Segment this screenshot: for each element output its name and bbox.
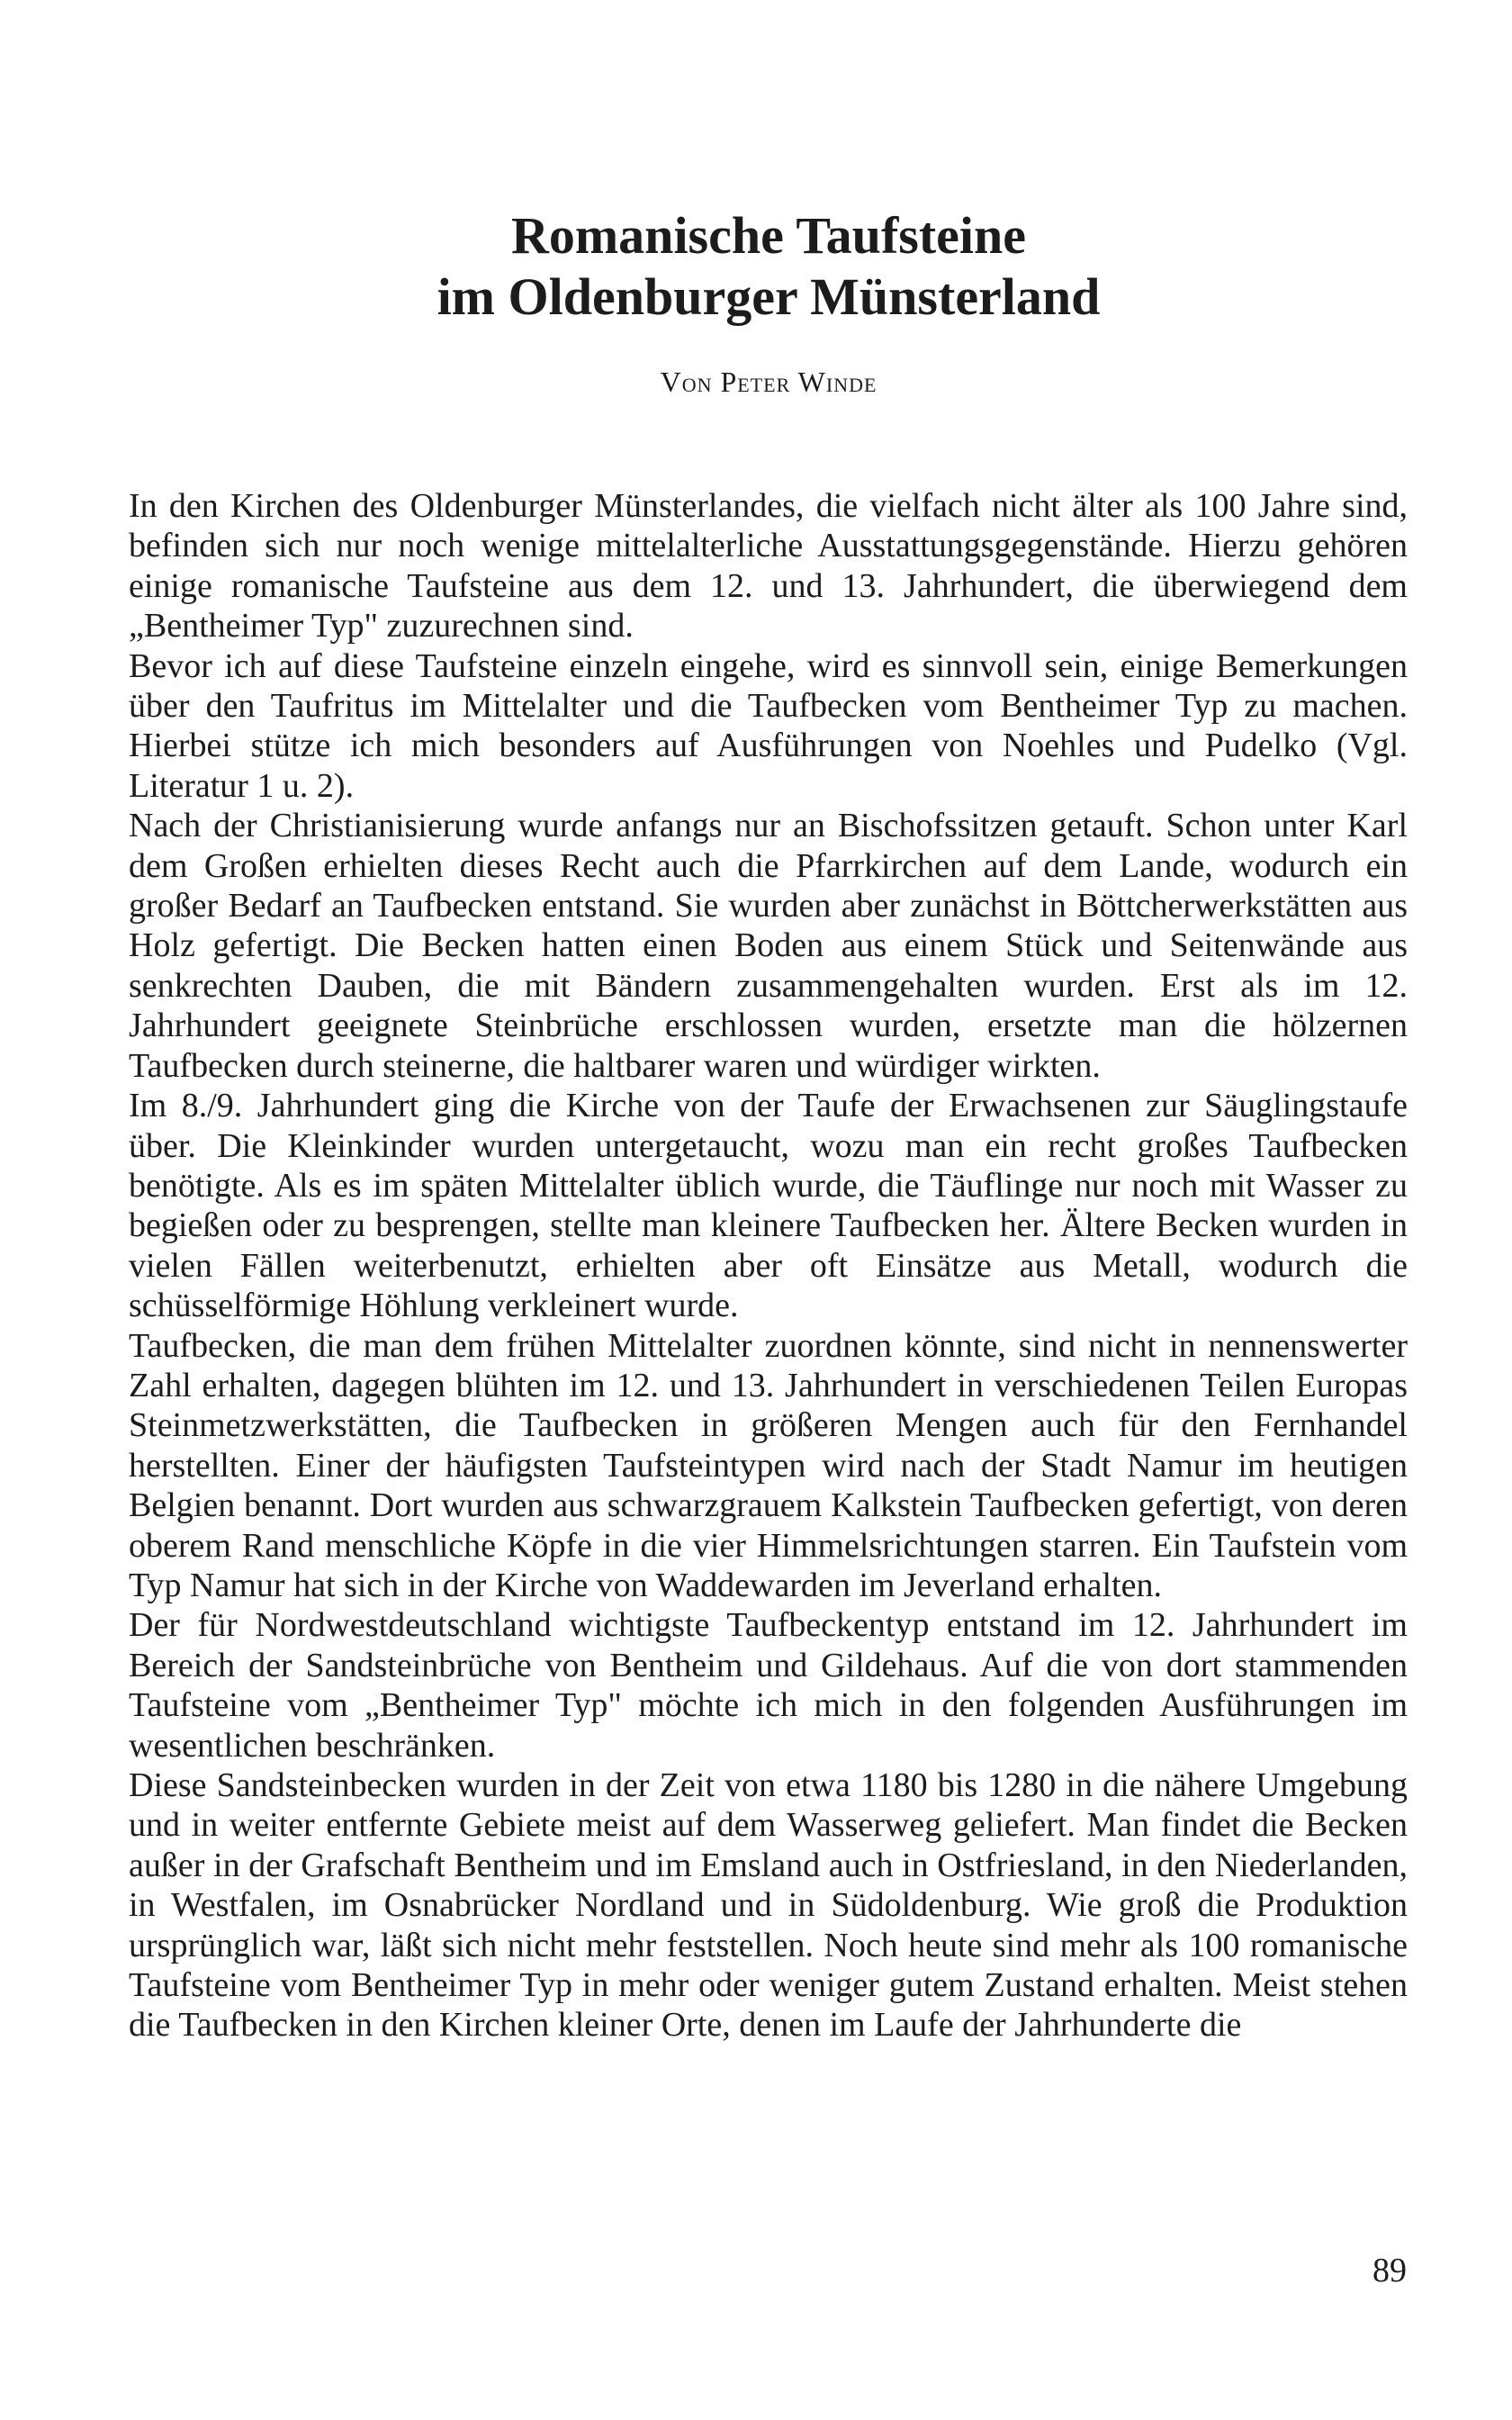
- paragraph: Nach der Christianisierung wurde anfangs nur an Bischofssitzen getauft. Schon unter Karl dem Großen erhielten dieses Recht auch die Pfarrkirchen auf dem Lande, wodurch ein großer Bedarf an Taufbecken entstand. Sie wurden aber zunächst in Böttcherwerkstätten aus Holz gefertigt. Die Becken hatten einen Boden aus einem Stück und Seitenwände aus senkrechten Dauben, die mit Bändern zusammengehalten wurden. Erst als im 12. Jahrhundert geeignete Steinbrüche erschlossen wurden, ersetzte man die hölzernen Taufbecken durch steinerne, die haltbarer waren und würdiger wirkten.: [129, 807, 1408, 1085]
- author-byline: Von Peter Winde: [660, 366, 878, 398]
- title-line-1: Romanische Taufsteine: [510, 206, 1026, 265]
- paragraph: Diese Sandsteinbecken wurden in der Zeit von etwa 1180 bis 1280 in die nähere Umgebung und in weiter entfernte Gebiete meist auf dem Wasserweg geliefert. Man findet die Becken außer in der Grafschaft Bentheim und im Emsland auch in Ostfriesland, in den Niederlanden, in Westfalen, im Osnabrücker Nordland und in Südoldenburg. Wie groß die Produktion ursprünglich war, läßt sich nicht mehr feststellen. Noch heute sind mehr als 100 romanische Taufsteine vom Bentheimer Typ in mehr oder weniger gutem Zustand erhalten. Meist stehen die Taufbecken in den Kirchen kleiner Orte, denen im Laufe der Jahrhunderte die: [129, 1766, 1408, 2045]
- paragraph: Bevor ich auf diese Taufsteine einzeln eingehe, wird es sinnvoll sein, einige Bemerkungen über den Taufritus im Mittelalter und die Taufbecken vom Bentheimer Typ zu machen. Hierbei stütze ich mich besonders auf Ausführungen von Noehles und Pudelko (Vgl. Literatur 1 u. 2).: [129, 646, 1408, 805]
- title-line-2: im Oldenburger Münsterland: [436, 267, 1101, 326]
- paragraph: Taufbecken, die man dem frühen Mittelalter zuordnen könnte, sind nicht in nennenswerter Zahl erhalten, dagegen blühten im 12. und 13. Jahrhundert in verschiedenen Teilen Europas Steinmetzwerkstätten, die Taufbecken in größeren Mengen auch für den Fernhandel herstellten. Einer der häufigsten Taufsteintypen wird nach der Stadt Namur im heutigen Belgien benannt. Dort wurden aus schwarzgrauem Kalkstein Taufbecken gefertigt, von deren oberem Rand menschliche Köpfe in die vier Himmelsrichtungen starren. Ein Taufstein vom Typ Namur hat sich in der Kirche von Waddewarden im Jeverland erhalten.: [129, 1326, 1408, 1604]
- article-title: [0, 205, 1512, 328]
- page-number: 89: [1372, 2252, 1407, 2289]
- paragraph: Im 8./9. Jahrhundert ging die Kirche von der Taufe der Erwachsenen zur Säuglingstaufe über. Die Kleinkinder wurden untergetaucht, wozu man ein recht großes Taufbecken benötigte. Als es im späten Mittelalter üblich wurde, die Täuflinge nur noch mit Wasser zu begießen oder zu besprengen, stellte man kleinere Taufbecken her. Ältere Becken wurden in vielen Fällen weiterbenutzt, erhielten aber oft Einsätze aus Metall, wodurch die schüsselförmige Höhlung verkleinert wurde.: [129, 1087, 1408, 1325]
- paragraph: Der für Nordwestdeutschland wichtigste Taufbeckentyp entstand im 12. Jahrhundert im Bereich der Sandsteinbrüche von Bentheim und Gildehaus. Auf die von dort stammenden Taufsteine vom „Bentheimer Typ" möchte ich mich in den folgenden Ausführungen im wesentlichen beschränken.: [129, 1606, 1408, 1765]
- article-body: [129, 486, 1408, 2045]
- paragraph: In den Kirchen des Oldenburger Münsterlandes, die vielfach nicht älter als 100 Jahre sind, befinden sich nur noch wenige mittelalterliche Ausstattungsgegenstände. Hierzu gehören einige romanische Taufsteine aus dem 12. und 13. Jahrhundert, die überwiegend dem „Bentheimer Typ" zuzurechnen sind.: [129, 487, 1408, 646]
